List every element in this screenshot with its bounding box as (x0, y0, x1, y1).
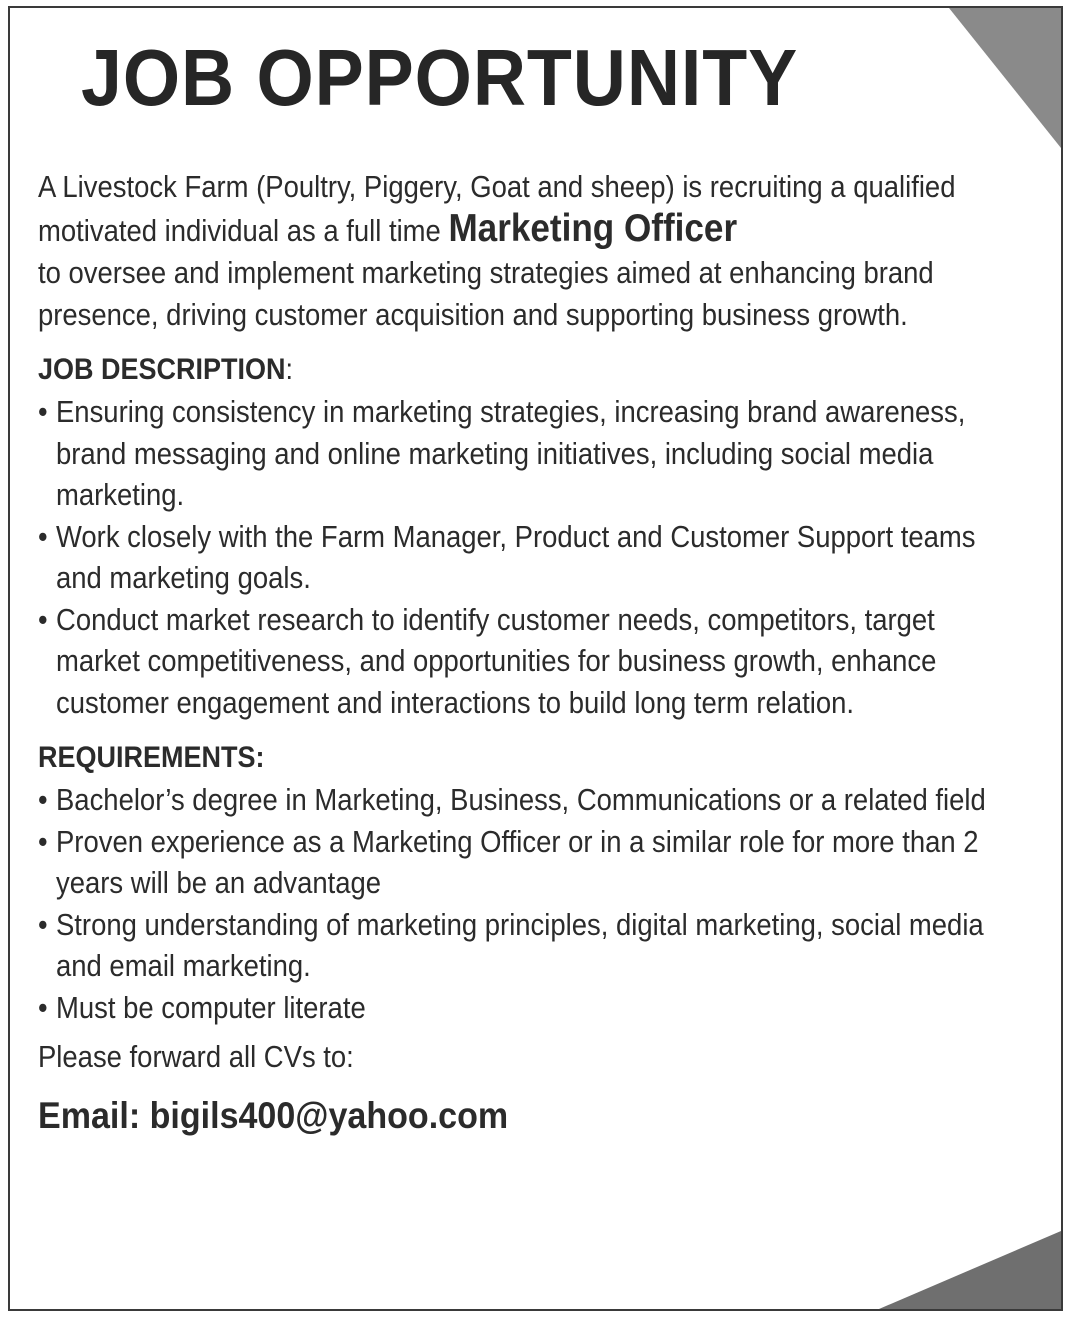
job-description-item (38, 392, 1015, 517)
job-description-item (38, 517, 1015, 600)
job-description-item-text: Conduct market research to identify customer needs, competitors, target market competitiveness, and opportunities for business growth, enhance customer engagement and interactions to build long term relation. (56, 602, 937, 720)
job-description-colon: : (285, 353, 294, 386)
requirements-list (38, 780, 1015, 1029)
intro-text-start: A Livestock Farm (Poultry, Piggery, Goat and sheep) is recruiting a qualified motivated individual as a full time (38, 170, 956, 248)
bullet-icon: • (38, 990, 48, 1025)
bullet-icon: • (38, 783, 48, 817)
corner-decoration-bottom-right (879, 1231, 1061, 1309)
contact-email[interactable]: Email: bigils400@yahoo.com (38, 1095, 509, 1136)
advert-content (38, 22, 1018, 1141)
intro-paragraph (38, 166, 1010, 336)
requirement-item (38, 988, 1015, 1030)
requirement-item (38, 780, 1015, 822)
requirement-item (38, 822, 1015, 905)
bullet-icon: • (38, 907, 48, 942)
role-title: Marketing Officer (448, 207, 738, 250)
job-description-list (38, 392, 1015, 724)
requirement-item-text: Bachelor’s degree in Marketing, Business, Communications or a related field (56, 783, 986, 817)
requirement-item-text: Proven experience as a Marketing Officer or in a similar role for more than 2 years will be an advantage (56, 824, 979, 900)
bullet-icon: • (38, 824, 48, 859)
job-description-item-text: Work closely with the Farm Manager, Product and Customer Support teams and marketing goals. (56, 519, 976, 595)
requirement-item-text: Strong understanding of marketing principles, digital marketing, social media and email marketing. (56, 907, 984, 983)
job-description-title: JOB DESCRIPTION (38, 353, 286, 386)
job-description-heading (38, 348, 920, 392)
bullet-icon: • (38, 395, 48, 429)
requirement-item (38, 905, 1015, 988)
requirement-item-text: Must be computer literate (56, 990, 366, 1025)
headline: JOB OPPORTUNITY (81, 33, 799, 122)
requirements-heading: REQUIREMENTS: (38, 741, 265, 774)
job-description-item-text: Ensuring consistency in marketing strategies, increasing brand awareness, brand messaging and online marketing initiatives, including social media marketing. (56, 395, 966, 512)
job-description-item (38, 600, 1015, 725)
bullet-icon: • (38, 519, 48, 554)
intro-text-end: to oversee and implement marketing strategies aimed at enhancing brand presence, driving customer acquisition and supporting business growth. (38, 256, 934, 332)
bullet-icon: • (38, 602, 48, 637)
forward-instructions: Please forward all CVs to: (38, 1040, 354, 1074)
